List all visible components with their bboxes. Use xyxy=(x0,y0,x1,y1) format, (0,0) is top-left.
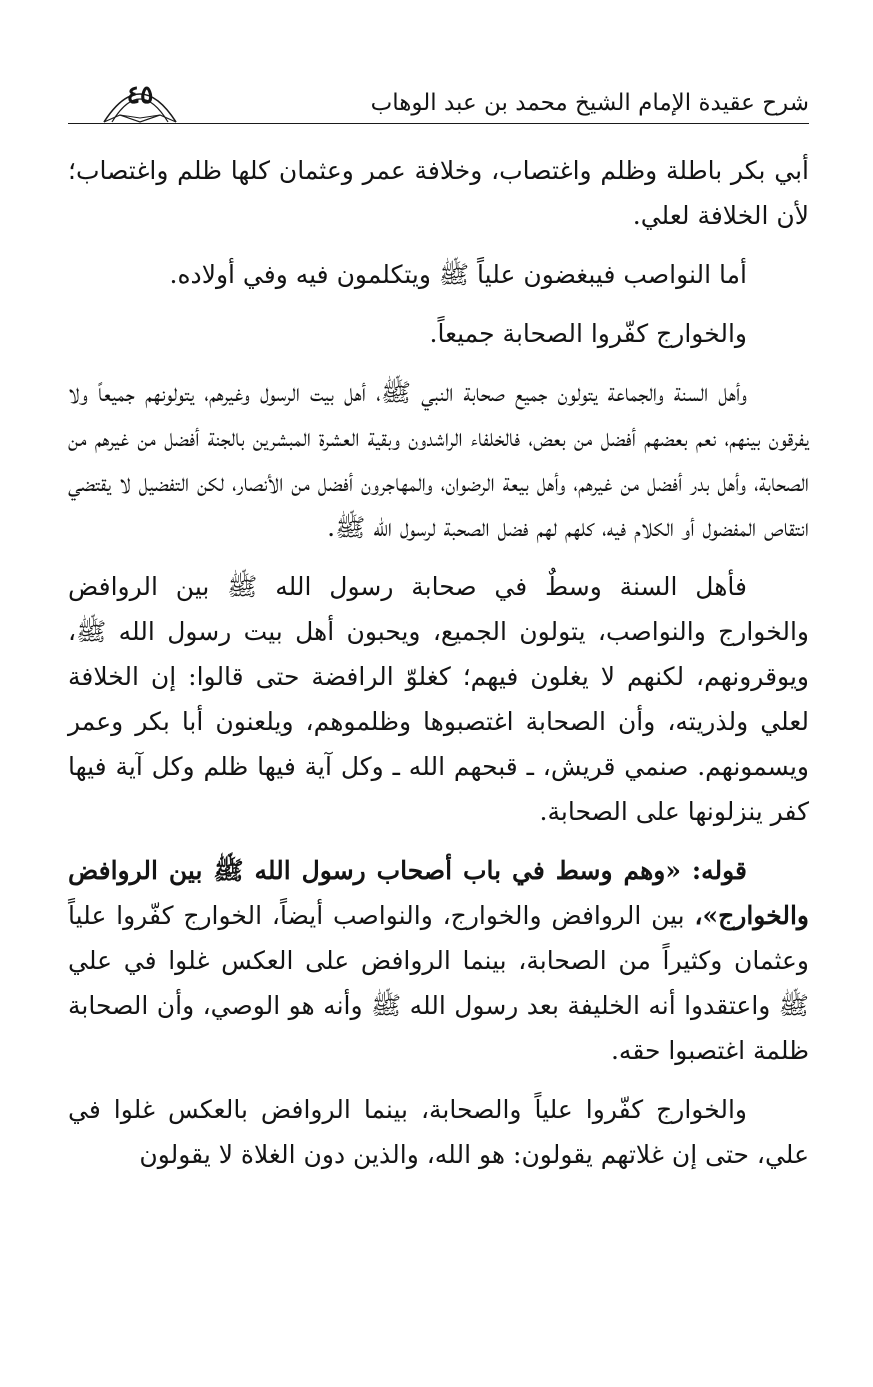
paragraph: وأهل السنة والجماعة يتولون جميع صحابة النبي ﷺ، أهل بيت الرسول وغيرهم، يتولونهم جميعاً ولا يفرقون بينهم، نعم بعضهم أفضل من بعض، فالخلفاء الراشدون وبقية العشرة المبشرين بالجنة أفضل من غيرهم من الصحابة، وأهل بدر أفضل من غيرهم، وأهل بيعة الرضوان، والمهاجرون أفضل من الأنصار، لكن التفضيل لا يقتضي انتقاص المفضول أو الكلام فيه، كلهم لهم فضل الصحبة لرسول الله ﷺ. xyxy=(68,378,809,542)
body-text xyxy=(68,148,809,1191)
page-number: ٤٥ xyxy=(126,80,154,109)
paragraph xyxy=(68,848,809,1073)
header-title: شرح عقيدة الإمام الشيخ محمد بن عبد الوهاب xyxy=(370,90,809,116)
paragraph-continuation: بين الروافض والخوارج، والنواصب أيضاً، الخوارج كفّروا علياً وعثمان وكثيراً من الصحابة، بينما الروافض على العكس غلوا في علي ﷺ واعتقدوا أنه الخليفة بعد رسول الله ﷺ وأنه هو الوصي، وأن الصحابة ظلمة اغتصبوا حقه. xyxy=(68,901,809,1065)
paragraph: أما النواصب فيبغضون علياً ﷺ ويتكلمون فيه وفي أولاده. xyxy=(169,260,747,289)
paragraph: والخوارج كفّروا الصحابة جميعاً. xyxy=(429,319,747,348)
quoted-lead: قوله: «وهم وسط في باب أصحاب رسول الله ﷺ بين الروافض والخوارج»، xyxy=(68,856,809,930)
paragraph: والخوارج كفّروا علياً والصحابة، بينما الروافض بالعكس غلوا في علي، حتى إن غلاتهم يقولون: هو الله، والذين دون الغلاة لا يقولون xyxy=(68,1095,809,1169)
paragraph: أبي بكر باطلة وظلم واغتصاب، وخلافة عمر وعثمان كلها ظلم واغتصاب؛ لأن الخلافة لعلي. xyxy=(68,156,809,230)
running-header xyxy=(68,68,809,126)
header-rule xyxy=(68,123,809,124)
paragraph: فأهل السنة وسطٌ في صحابة رسول الله ﷺ بين الروافض والخوارج والنواصب، يتولون الجميع، ويحبون أهل بيت رسول الله ﷺ، ويوقرونهم، لكنهم لا يغلون فيهم؛ كغلوّ الرافضة حتى قالوا: إن الخلافة لعلي ولذريته، وأن الصحابة اغتصبوها وظلموهم، ويلعنون أبا بكر وعمر ويسمونهم. صنمي قريش، ـ قبحهم الله ـ وكل آية فيها ظلم وكل آية فيها كفر ينزلونها على الصحابة. xyxy=(68,572,809,826)
